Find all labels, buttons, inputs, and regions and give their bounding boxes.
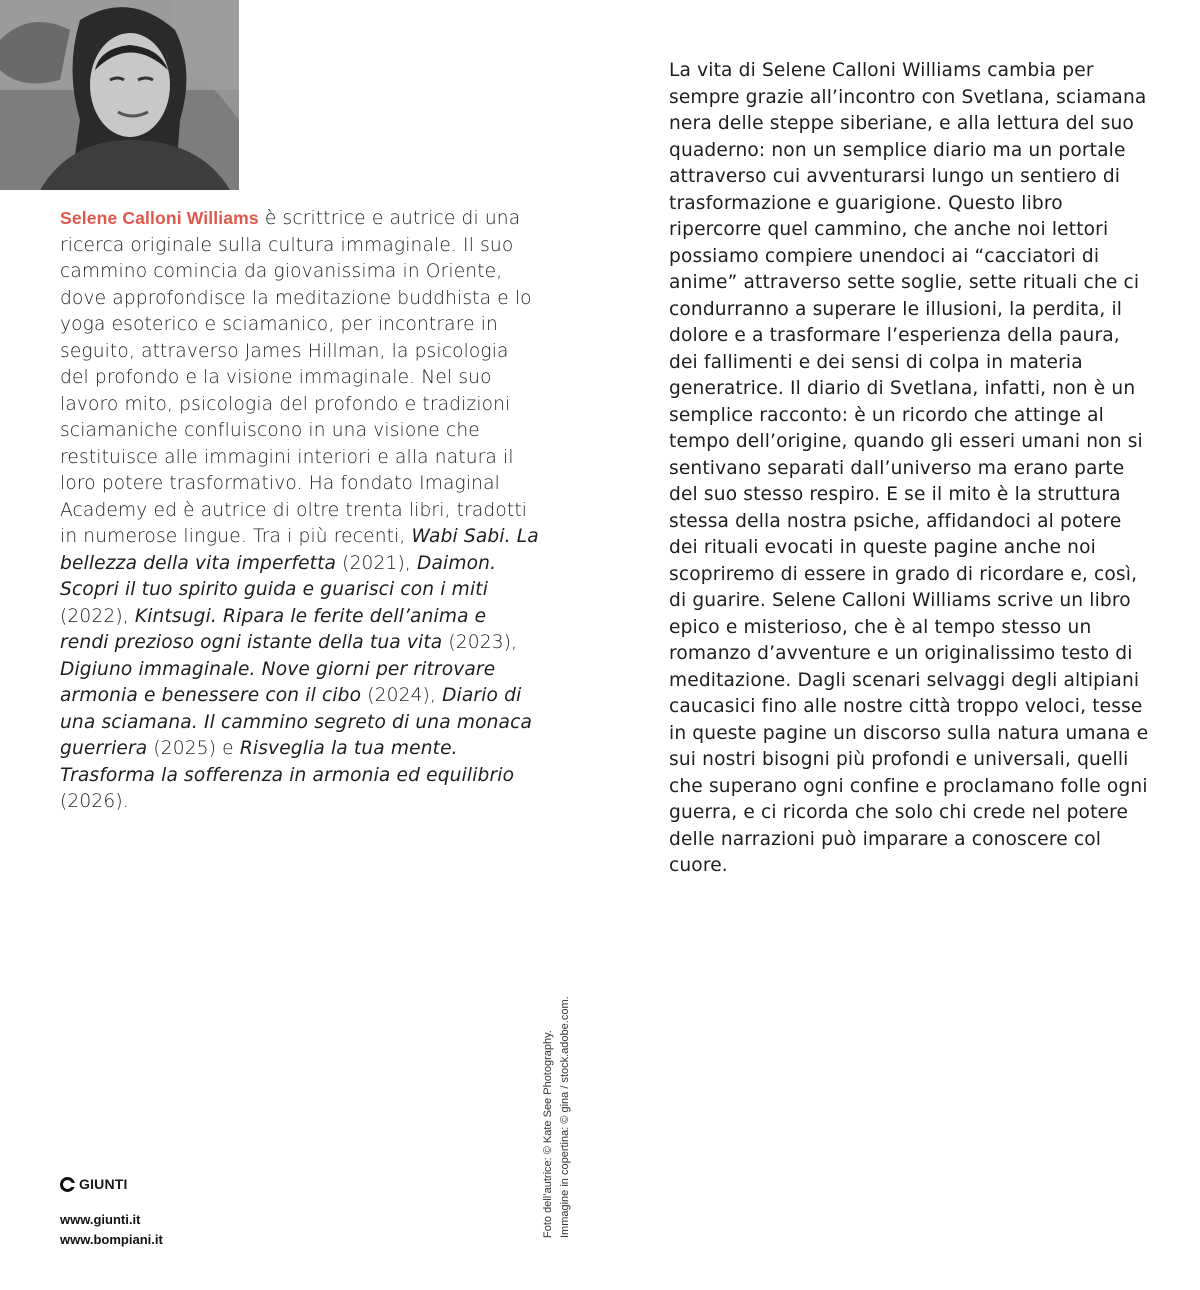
book-title: Daimon. Scopri il tuo spirito guida e guarisci con i miti <box>60 552 497 600</box>
bio-text: (2023), <box>442 632 518 653</box>
bio-text: (2022), <box>60 605 135 627</box>
book-title: Wabi Sabi. La bellezza della vita imperfetta <box>60 526 539 574</box>
publisher-url-giunti[interactable]: www.giunti.it <box>60 1212 141 1227</box>
image-credits <box>540 996 574 1238</box>
bio-text: (2025) e <box>147 738 240 759</box>
photo-credit: Foto dell’autrice: © Kate See Photography. <box>542 1030 554 1238</box>
publisher-logo <box>60 1176 128 1192</box>
publisher-url-bompiani[interactable]: www.bompiani.it <box>60 1232 163 1247</box>
author-name: Selene Calloni Williams <box>60 208 259 228</box>
book-title: Diario di una sciamana. Il cammino segreto di una monaca guerriera <box>60 685 533 759</box>
bio-text: (2024), <box>361 685 443 706</box>
book-title: Kintsugi. Ripara le ferite dell’anima e rendi prezioso ogni istante della tua vita <box>60 605 487 653</box>
author-bio-paragraph <box>60 205 540 816</box>
publisher-logo-text: GIUNTI <box>79 1176 128 1192</box>
book-title: Digiuno immaginale. Nove giorni per ritrovare armonia e benessere con il cibo <box>60 658 496 706</box>
author-photo <box>0 0 239 190</box>
book-title: Risveglia la tua mente. Trasforma la sofferenza in armonia ed equilibrio <box>60 738 515 786</box>
bio-text: (2026). <box>60 791 129 812</box>
publisher-urls <box>60 1210 163 1250</box>
bio-text: è scrittrice e autrice di una ricerca originale sulla cultura immaginale. Il suo cammino comincia da giovanissima in Oriente, dove approfondisce la meditazione buddhista e lo yoga esoterico e sciamanico, per incontrare in seguito, attraverso James Hillman, la psicologia del profondo e la visione immaginale. Nel suo lavoro mito, psicologia del profondo e tradizioni sciamaniche confluiscono in una visione che restituisce alle immagini interiori e alla natura il loro potere trasformativo. Ha fondato Imaginal Academy ed è autrice di oltre trenta libri, tradotti in numerose lingue. Tra i più recenti, <box>60 208 532 547</box>
giunti-logo-icon <box>60 1177 75 1192</box>
author-bio <box>60 205 540 816</box>
book-description-text: La vita di Selene Calloni Williams cambia per sempre grazie all’incontro con Svetlana, sciamana nera delle steppe siberiane, e alla lettura del suo quaderno: non un semplice diario ma un portale attraverso cui avventurarsi lungo un sentiero di trasformazione e guarigione. Questo libro ripercorre quel cammino, che anche noi lettori possiamo compiere unendoci ai “cacciatori di anime” attraverso sette soglie, sette rituali che ci condurranno a superare le illusioni, la perdita, il dolore e a trasformare l’esperienza della paura, dei fallimenti e dei sensi di colpa in materia generatrice. Il diario di Svetlana, infatti, non è un semplice racconto: è un ricordo che attinge al tempo dell’origine, quando gli esseri umani non si sentivano separati dall’universo ma erano parte del suo stesso respiro. E se il mito è la struttura stessa della nostra psiche, affidandoci al potere dei rituali evocati in queste pagine anche noi scopriremo di essere in grado di ricordare e, così, di guarire. Selene Calloni Williams scrive un libro epico e misterioso, che è al tempo stesso un romanzo d’avventure e un originalissimo testo di meditazione. Dagli scenari selvaggi degli altipiani caucasici fino alle nostre città troppo veloci, tesse in queste pagine un discorso sulla natura umana e sui nostri bisogni più profondi e universali, quelli che superano ogni confine e proclamano folle ogni guerra, e ci ricorda che solo chi crede nel potere delle narrazioni può imparare a conoscere col cuore. <box>669 60 1149 876</box>
book-description <box>669 58 1149 880</box>
author-portrait-image <box>0 0 239 190</box>
cover-credit: Immagine in copertina: © gina / stock.adobe.com. <box>559 996 571 1238</box>
bio-text: (2021), <box>336 552 418 574</box>
